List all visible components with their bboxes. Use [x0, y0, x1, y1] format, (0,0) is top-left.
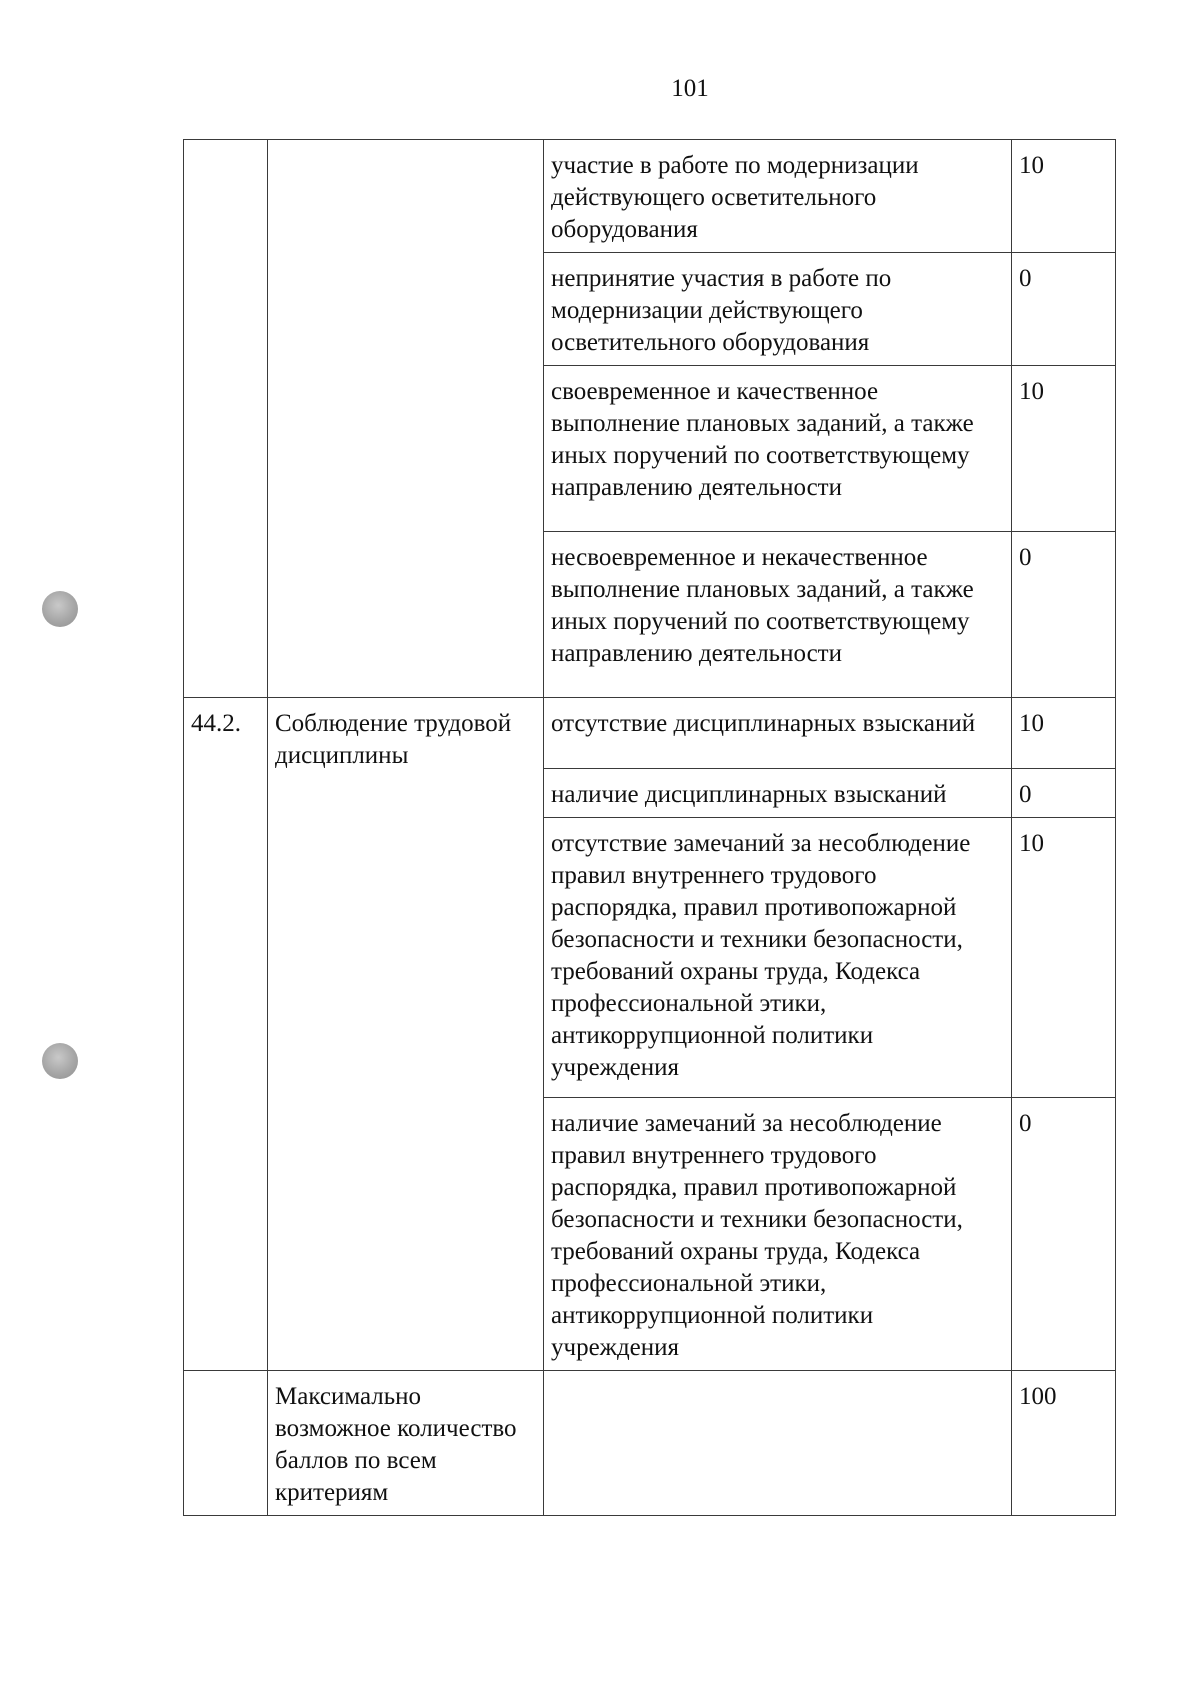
page-number: 101: [671, 75, 709, 102]
score-cell: 10: [1012, 818, 1116, 1098]
score-cell: 0: [1012, 769, 1116, 818]
number-cell-empty: [184, 140, 268, 698]
total-number-cell-empty: [184, 1371, 268, 1516]
criterion-cell: несвоевременное и некачественное выполнение плановых заданий, а также иных поручений по соответствующему направлению деятельности: [544, 532, 1012, 698]
table-row: [184, 698, 1116, 769]
score-cell: 0: [1012, 253, 1116, 366]
criterion-cell: своевременное и качественное выполнение плановых заданий, а также иных поручений по соответствующему направлению деятельности: [544, 366, 1012, 532]
score-cell: 10: [1012, 698, 1116, 769]
punch-hole-mark: [42, 1043, 78, 1079]
total-score-cell: 100: [1012, 1371, 1116, 1516]
score-cell: 0: [1012, 532, 1116, 698]
total-criterion-cell-empty: [544, 1371, 1012, 1516]
table-row: [184, 140, 1116, 253]
total-label-cell: Максимально возможное количество баллов по всем критериям: [268, 1371, 544, 1516]
score-cell: 0: [1012, 1098, 1116, 1371]
criteria-table: [183, 139, 1116, 1516]
criterion-cell: участие в работе по модернизации действующего осветительного оборудования: [544, 140, 1012, 253]
total-row: [184, 1371, 1116, 1516]
section-name-cell: Соблюдение трудовой дисциплины: [268, 698, 544, 1371]
name-cell-empty: [268, 140, 544, 698]
score-cell: 10: [1012, 140, 1116, 253]
criterion-cell: непринятие участия в работе по модернизации действующего осветительного оборудования: [544, 253, 1012, 366]
punch-hole-mark: [42, 591, 78, 627]
criterion-cell: отсутствие замечаний за несоблюдение правил внутреннего трудового распорядка, правил противопожарной безопасности и техники безопасности, требований охраны труда, Кодекса профессиональной этики, антикоррупционной политики учреждения: [544, 818, 1012, 1098]
criterion-cell: наличие дисциплинарных взысканий: [544, 769, 1012, 818]
score-cell: 10: [1012, 366, 1116, 532]
criterion-cell: отсутствие дисциплинарных взысканий: [544, 698, 1012, 769]
section-number-cell: 44.2.: [184, 698, 268, 1371]
criterion-cell: наличие замечаний за несоблюдение правил внутреннего трудового распорядка, правил противопожарной безопасности и техники безопасности, требований охраны труда, Кодекса профессиональной этики, антикоррупционной политики учреждения: [544, 1098, 1012, 1371]
